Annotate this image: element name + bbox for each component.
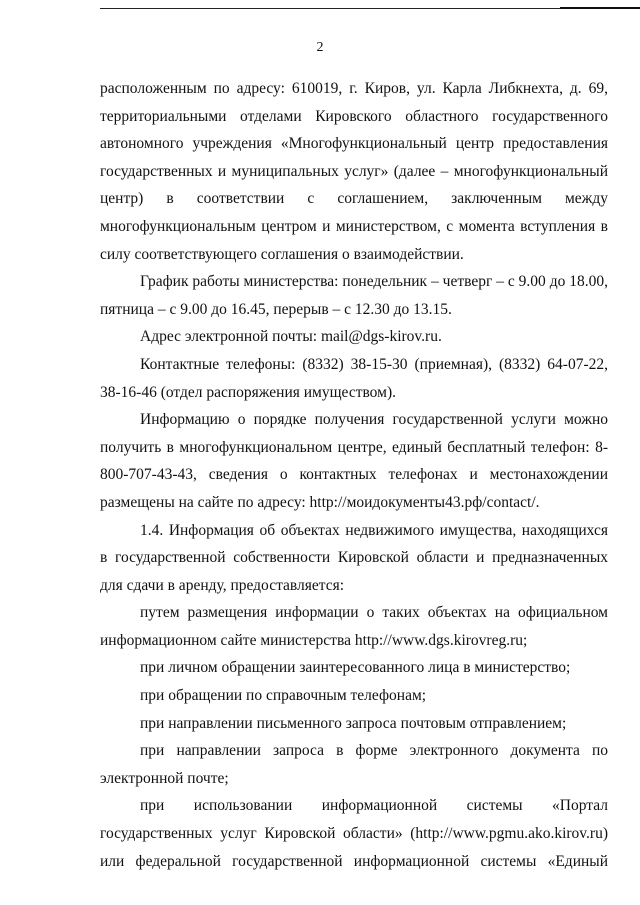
paragraph-mfc-info: Информацию о порядке получения государственной услуги можно получить в многофункциональном центре, единый бесплатный телефон: 8-800-707-43-43, сведения о контактных телефонах и местонахождении размещены на сайте по адресу: http://моидокументы43.рф/contact/. bbox=[100, 411, 608, 511]
list-item-personal: при личном обращении заинтересованного лица в министерство; bbox=[140, 659, 571, 677]
top-border-line bbox=[100, 8, 640, 9]
list-item-portal: при использовании информационной системы «Портал государственных услуг Кировской области» (http://www.pgmu.ako.kirov.ru) или федеральной государственной информационной системы «Единый bbox=[100, 797, 608, 870]
list-item-website: путем размещения информации о таких объектах на официальном информационном сайте министерства http://www.dgs.kirovreg.ru; bbox=[100, 604, 608, 649]
paragraph-phones: Контактные телефоны: (8332) 38-15-30 (приемная), (8332) 64-07-22, 38-16-46 (отдел распоряжения имуществом). bbox=[100, 355, 608, 401]
paragraph-work-schedule: График работы министерства: понедельник – четверг – с 9.00 до 18.00, пятница – с 9.00 до 16.45, перерыв – с 12.30 до 13.15. bbox=[100, 273, 608, 318]
paragraph-address: расположенным по адресу: 610019, г. Киров, ул. Карла Либкнехта, д. 69, территориальными отделами Кировского областного государственного автономного учреждения «Многофункциональный центр предоставления государственных и муниципальных услуг» (далее – многофункциональный центр) в соответствии с соглашением, заключенным между многофункциональным центром и министерством, с момента вступления в силу соответствующего соглашения о взаимодействии. bbox=[100, 80, 608, 263]
list-item-mail: при направлении письменного запроса почтовым отправлением; bbox=[140, 714, 567, 732]
paragraph-email: Адрес электронной почты: mail@dgs-kirov.ru. bbox=[140, 328, 442, 346]
page-number: 2 bbox=[316, 40, 324, 55]
top-border-line-right bbox=[560, 7, 640, 9]
list-item-phone: при обращении по справочным телефонам; bbox=[140, 687, 427, 705]
document-body bbox=[100, 75, 608, 875]
list-item-email: при направлении запроса в форме электронного документа по электронной почте; bbox=[100, 742, 608, 787]
paragraph-section-1-4: 1.4. Информация об объектах недвижимого имущества, находящихся в государственной собственности Кировской области и предназначенных для сдачи в аренду, предоставляется: bbox=[100, 521, 608, 594]
